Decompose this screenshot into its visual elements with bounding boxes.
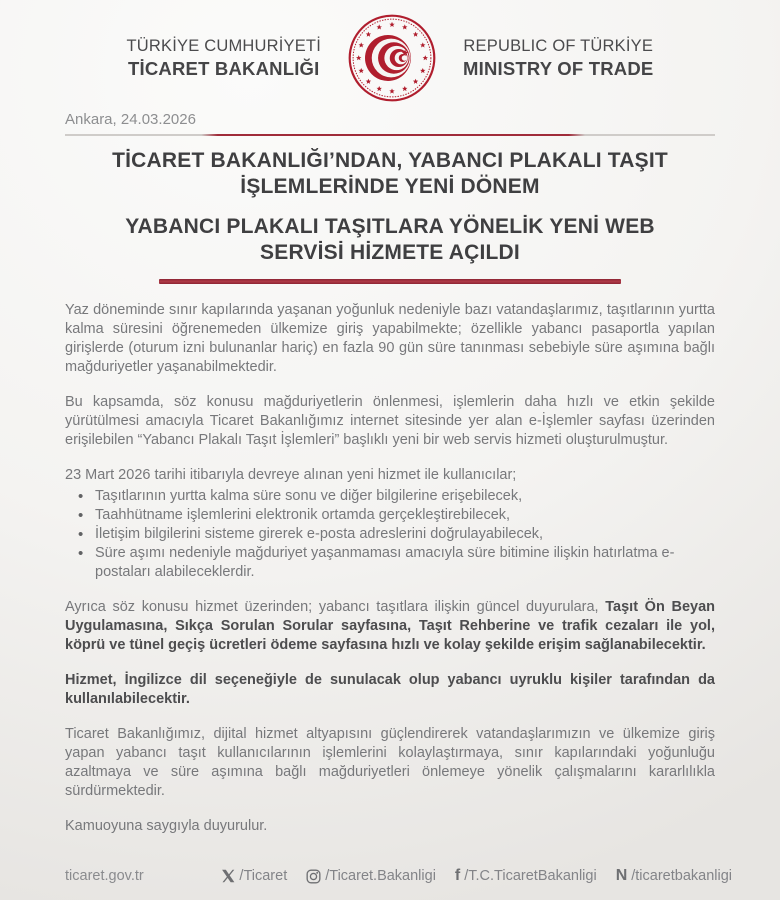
x-icon [221, 869, 235, 883]
release-title-secondary: YABANCI PLAKALI TAŞITLARA YÖNELİK YENİ WEB SERVİSİ HİZMETE AÇILDI [125, 215, 655, 265]
release-body [65, 301, 715, 836]
social-links-row [221, 868, 732, 884]
social-link-nsosyal[interactable] [616, 868, 732, 884]
social-link-x[interactable] [221, 868, 287, 884]
nsosyal-icon: N [615, 867, 628, 884]
social-link-facebook[interactable] [455, 868, 597, 884]
social-link-instagram[interactable] [306, 868, 436, 884]
paragraph-new-web-service: Bu kapsamda, söz konusu mağduriyetlerin önlenmesi, işlemlerin daha hızlı ve etkin şekilde yürütülmesi amacıyla Ticaret Bakanlığımız internet sitesinde yer alan e-İşlemler sayfası üzerinden erişilebilen “Yabancı Plakalı Taşıt İşlemleri” başlıklı yeni bir web servis hizmeti oluşturulmuştur. [65, 394, 715, 449]
list-item: • İletişim bilgilerini sisteme girerek e-posta adreslerini doğrulayabilecek, [65, 525, 715, 544]
social-handle: /Ticaret [239, 868, 288, 884]
instagram-icon [306, 869, 321, 884]
org-tr-line1: TÜRKİYE CUMHURİYETİ [126, 37, 321, 56]
social-handle: /T.C.TicaretBakanligi [464, 868, 597, 884]
org-tr-line2: TİCARET BAKANLIĞI [128, 57, 320, 79]
org-en-line2: MINISTRY OF TRADE [463, 57, 654, 79]
dateline: Ankara, 24.03.2026 [65, 111, 196, 128]
website-link[interactable]: ticaret.gov.tr [65, 868, 144, 884]
press-release-content [65, 111, 715, 836]
feature-list [65, 487, 715, 582]
feature-list-block [65, 466, 715, 582]
social-handle: /ticaretbakanligi [631, 868, 732, 884]
feature-list-intro: 23 Mart 2026 tarihi itibarıyla devreye alınan yeni hizmet ile kullanıcılar; [65, 467, 517, 484]
title-underline-rule [159, 279, 621, 284]
social-handle: /Ticaret.Bakanligi [325, 868, 436, 884]
release-title-primary: TİCARET BAKANLIĞI’NDAN, YABANCI PLAKALI TAŞIT İŞLEMLERİNDE YENİ DÖNEM [112, 149, 668, 199]
org-name-turkish [127, 36, 321, 80]
paragraph-additional-access [65, 598, 715, 655]
paragraph-english-option: Hizmet, İngilizce dil seçeneğiyle de sunulacak olup yabancı uyruklu kişiler tarafından da kullanılabilecektir. [65, 672, 715, 708]
list-item: • Süre aşımı nedeniyle mağduriyet yaşanmaması amacıyla süre bitimine ilişkin hatırlatma e-postaları alabileceklerdir. [65, 544, 715, 582]
list-item: • Taşıtlarının yurtta kalma süre sonu ve diğer bilgilerine erişebilecek, [65, 487, 715, 506]
closing-statement: Kamuoyuna saygıyla duyurulur. [65, 818, 268, 835]
facebook-icon: f [454, 867, 461, 884]
paragraph-additional-access-regular: Ayrıca söz konusu hizmet üzerinden; yabancı taşıtlara ilişkin güncel duyurulara, [65, 599, 606, 616]
list-item: • Taahhütname işlemlerini elektronik ortamda gerçekleştirebilecek, [65, 506, 715, 525]
org-name-english [463, 36, 653, 80]
header-divider-rule [65, 134, 715, 136]
footer-bar [65, 868, 732, 884]
paragraph-ministry-commitment: Ticaret Bakanlığımız, dijital hizmet altyapısını güçlendirerek vatandaşlarımızın ve ülkemize giriş yapan yabancı taşıt kullanıcılarının işlemlerini kolaylaştırmaya, sınır kapılarındaki yoğunluğu azaltmaya ve süre aşımına bağlı mağduriyetleri önlemeye yönelik çalışmalarını kararlılıkla sürdürmektedir. [65, 726, 715, 800]
ministry-of-trade-emblem-icon [347, 13, 437, 103]
ministry-header [0, 0, 780, 103]
org-en-line1: REPUBLIC OF TÜRKİYE [463, 37, 654, 56]
paragraph-additional-access-bold: Taşıt Ön Beyan Uygulamasına, Sıkça Sorulan Sorular sayfasına, Taşıt Rehberine ve trafik cezaları ile yol, köprü ve tünel geçiş ücretleri ödeme sayfasına hızlı ve kolay şekilde erişim sağlanabilecektir. [65, 599, 715, 654]
paragraph-summer-congestion: Yaz döneminde sınır kapılarında yaşanan yoğunluk nedeniyle bazı vatandaşlarımız, taşıtlarının yurtta kalma süresini öğrenemeden ülkemize giriş yapabilmekte; özellikle yabancı pasaportla yapılan girişlerde (oturum izni bulunanlar hariç) en fazla 90 gün süre tanınması sebebiyle süre aşımına bağlı mağduriyetler yaşanabilmektedir. [65, 302, 715, 376]
